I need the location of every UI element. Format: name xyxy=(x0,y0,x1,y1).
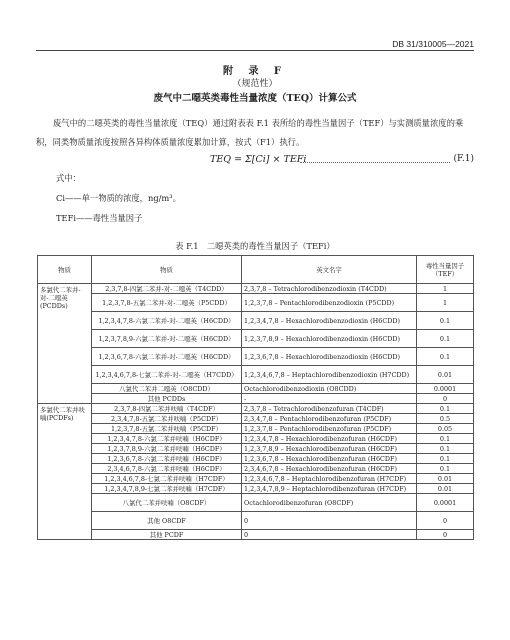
table-row xyxy=(38,454,474,464)
substance-cn-cell: 1,2,3,6,7,8-六氯二苯并呋喃（H6CDF） xyxy=(92,454,242,464)
substance-cn-cell: 其他 PCDF xyxy=(92,530,242,540)
appendix-title: 附 录 F xyxy=(222,66,288,77)
substance-en-cell: - xyxy=(242,394,417,404)
table-row xyxy=(38,384,474,394)
table-header-row xyxy=(38,256,474,284)
substance-en-cell: 1,2,3,7,8,9 – Hexachlorodibenzofuran (H6CDF) xyxy=(242,444,417,454)
tef-value-cell: 0 xyxy=(417,530,474,540)
definition-concentration: Ci——单一物质的浓度，ng/m³。 xyxy=(56,193,181,203)
substance-cn-cell: 2,3,4,6,7,8-六氯二苯并呋喃（H6CDF） xyxy=(92,464,242,474)
tef-value-cell: 0.1 xyxy=(417,434,474,444)
substance-cn-cell: 1,2,3,4,7,8-六氯二苯并呋喃（H6CDF） xyxy=(92,434,242,444)
substance-cn-cell: 2,3,7,8-四氯二苯并-对-二噁英（T4CDD） xyxy=(92,284,242,294)
substance-cn-cell: 1,2,3,7,8-五氯二苯并呋喃（P5CDF） xyxy=(92,424,242,434)
group-label-cell: 多氯代二苯并-对-二噁英(PCDDs) xyxy=(38,284,92,404)
tef-value-cell: 0.1 xyxy=(417,454,474,464)
substance-cn-cell: 1,2,3,4,7,8,9-七氯二苯并呋喃（H7CDF） xyxy=(92,484,242,494)
document-id: DB 31/310005—2021 xyxy=(392,39,474,49)
substance-cn-cell: 1,2,3,4,7,8-六氯二苯并-对-二噁英（H6CDD） xyxy=(92,312,242,330)
tef-value-cell: 1 xyxy=(417,284,474,294)
substance-cn-cell: 1,2,3,4,6,7,8-七氯二苯并呋喃（H7CDF） xyxy=(92,474,242,484)
table-row xyxy=(38,348,474,366)
substance-cn-cell: 其他 PCDDs xyxy=(92,394,242,404)
table-row xyxy=(38,484,474,494)
tef-value-cell: 0.01 xyxy=(417,474,474,484)
table-caption: 表 F.1 二噁英类的毒性当量因子（TEFi） xyxy=(175,241,335,251)
tef-value-cell: 0.0001 xyxy=(417,494,474,512)
table-row xyxy=(38,330,474,348)
table-row xyxy=(38,366,474,384)
appendix-nature: （规范性） xyxy=(232,79,278,89)
table-row xyxy=(38,414,474,424)
substance-en-cell: Octachlorodibenzofuran (O8CDF) xyxy=(242,494,417,512)
table-row xyxy=(38,464,474,474)
table-row xyxy=(38,424,474,434)
table-row xyxy=(38,404,474,414)
table-row xyxy=(38,530,474,540)
where-label: 式中： xyxy=(56,173,81,183)
tef-value-cell: 0.1 xyxy=(417,444,474,454)
substance-cn-cell: 其他 O8CDF xyxy=(92,512,242,530)
table-row xyxy=(38,434,474,444)
formula: TEQ = Σ[Ci] × TEFi xyxy=(210,154,307,165)
tef-value-cell: 1 xyxy=(417,294,474,312)
body-paragraph: 废气中的二噁英类的毒性当量浓度（TEQ）通过附表表 F.1 表所给的毒性当量因子（TEF）与实测质量浓度的乘积，同类物质量浓度按照各异构体质量浓度累加计算，按式（F1）执行。 xyxy=(36,118,464,147)
substance-cn-cell: 2,3,4,7,8-五氯二苯并呋喃（P5CDF） xyxy=(92,414,242,424)
substance-en-cell: 1,2,3,4,7,8,9 – Heptachlorodibenzofuran (H7CDF) xyxy=(242,484,417,494)
table-row xyxy=(38,474,474,484)
substance-en-cell: 2,3,7,8 – Tetrachlorodibenzodioxin (T4CDD) xyxy=(242,284,417,294)
tef-value-cell: 0.1 xyxy=(417,312,474,330)
substance-en-cell: 1,2,3,4,6,7,8 – Heptachlorodibenzodioxin (H7CDD) xyxy=(242,366,417,384)
tef-value-cell: 0.1 xyxy=(417,404,474,414)
tef-value-cell: 0 xyxy=(417,394,474,404)
substance-en-cell: 1,2,3,6,7,8 – Hexachlorodibenzofuran (H6CDF) xyxy=(242,454,417,464)
substance-cn-cell: 八氯代二苯并二噁英（O8CDD） xyxy=(92,384,242,394)
tef-value-cell: 0.01 xyxy=(417,366,474,384)
tef-value-cell: 0.01 xyxy=(417,484,474,494)
substance-cn-cell: 1,2,3,4,6,7,8-七氯二苯并-对-二噁英（H7CDD） xyxy=(92,366,242,384)
tef-value-cell: 0 xyxy=(417,512,474,530)
tef-value-cell: 0.1 xyxy=(417,464,474,474)
substance-en-cell: 0 xyxy=(242,530,417,540)
tef-table xyxy=(37,255,474,540)
table-row xyxy=(38,284,474,294)
tef-value-cell: 0.05 xyxy=(417,424,474,434)
substance-en-cell: 2,3,4,6,7,8 – Hexachlorodibenzofuran (H6CDF) xyxy=(242,464,417,474)
header-rule xyxy=(36,50,474,51)
header-cell: 物质 xyxy=(38,256,92,284)
substance-en-cell: Octachlorodibenzodioxin (O8CDD) xyxy=(242,384,417,394)
table-row xyxy=(38,512,474,530)
appendix-heading: 废气中二噁英类毒性当量浓度（TEQ）计算公式 xyxy=(153,93,357,104)
substance-cn-cell: 八氯代二苯并呋喃（O8CDF） xyxy=(92,494,242,512)
tef-value-cell: 0.5 xyxy=(417,414,474,424)
tef-value-cell: 0.0001 xyxy=(417,384,474,394)
substance-cn-cell: 1,2,3,7,8,9-六氯二苯并呋喃（H6CDF） xyxy=(92,444,242,454)
header-cell: 英文名字 xyxy=(242,256,417,284)
table-row xyxy=(38,494,474,512)
substance-en-cell: 1,2,3,7,8 – Pentachlorodibenzofuran (P5CDF) xyxy=(242,424,417,434)
substance-cn-cell: 1,2,3,7,8,9-六氯二苯并-对-二噁英（H6CDD） xyxy=(92,330,242,348)
formula-leader-dots xyxy=(300,153,450,163)
header-cell: 物质 xyxy=(92,256,242,284)
header-cell: 毒性当量因子（TEF） xyxy=(417,256,474,284)
table-body xyxy=(38,284,474,540)
substance-en-cell: 2,3,7,8 – Tetrachlorodibenzofuran (T4CDF) xyxy=(242,404,417,414)
substance-en-cell: 1,2,3,4,7,8 – Hexachlorodibenzodioxin (H6CDD) xyxy=(242,312,417,330)
table-row xyxy=(38,394,474,404)
tef-value-cell: 0.1 xyxy=(417,348,474,366)
substance-cn-cell: 1,2,3,6,7,8-六氯二苯并-对-二噁英（H6CDD） xyxy=(92,348,242,366)
substance-cn-cell: 2,3,7,8-四氯二苯并呋喃（T4CDF） xyxy=(92,404,242,414)
table-row xyxy=(38,294,474,312)
formula-number: (F.1) xyxy=(453,154,474,164)
substance-en-cell: 1,2,3,6,7,8 – Hexachlorodibenzodioxin (H6CDD) xyxy=(242,348,417,366)
substance-en-cell: 1,2,3,4,6,7,8 – Heptachlorodibenzofuran (H7CDF) xyxy=(242,474,417,484)
tef-value-cell: 0.1 xyxy=(417,330,474,348)
substance-en-cell: 1,2,3,7,8 – Pentachlorodibenzodioxin (P5CDD) xyxy=(242,294,417,312)
definition-tef: TEFi——毒性当量因子 xyxy=(56,213,143,223)
group-label-cell: 多氯代二苯并呋喃(PCDFs) xyxy=(38,404,92,540)
substance-cn-cell: 1,2,3,7,8-五氯二苯并-对-二噁英（P5CDD） xyxy=(92,294,242,312)
substance-en-cell: 2,3,4,7,8 – Pentachlorodibenzofuran (P5CDF) xyxy=(242,414,417,424)
substance-en-cell: 1,2,3,7,8,9 – Hexachlorodibenzodioxin (H6CDD) xyxy=(242,330,417,348)
substance-en-cell: 0 xyxy=(242,512,417,530)
substance-en-cell: 1,2,3,4,7,8 – Hexachlorodibenzofuran (H6CDF) xyxy=(242,434,417,444)
table-row xyxy=(38,444,474,454)
table-row xyxy=(38,312,474,330)
